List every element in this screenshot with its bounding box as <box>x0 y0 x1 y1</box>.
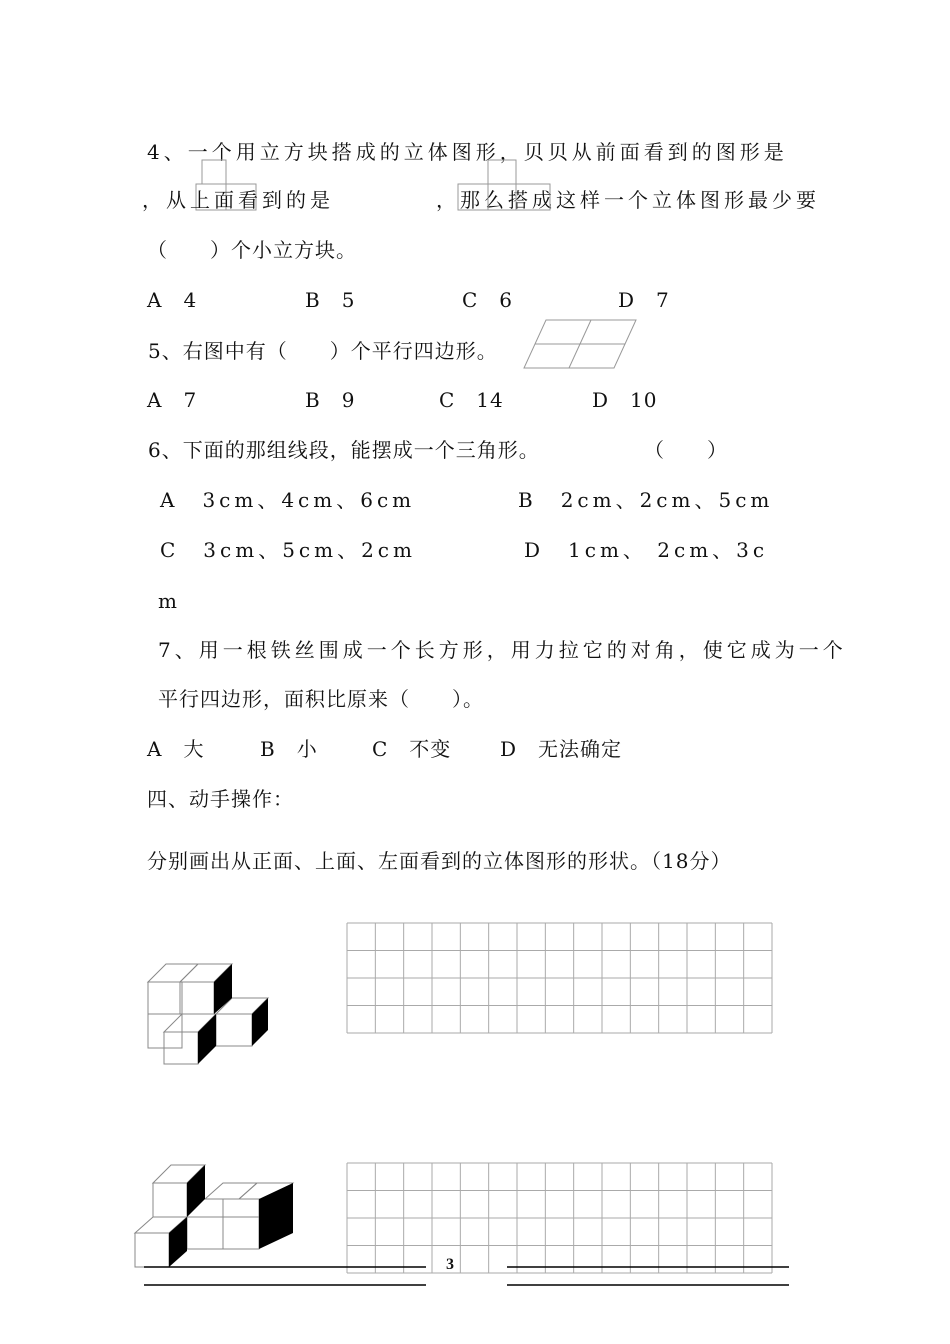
q4-line1: 4、一个用立方块搭成的立体图形，贝贝从前面看到的图形是 <box>147 140 788 164</box>
cube-figure-2 <box>133 1163 299 1271</box>
q4-line2-b: ，那么搭成这样一个立体图形最少要 <box>436 188 820 212</box>
q6-option-c: C 3cm、5cm、2cm <box>160 538 416 562</box>
q4-line2-a: ，从上面看到的是 <box>142 188 334 212</box>
q6-text: 6、下面的那组线段，能摆成一个三角形。 <box>148 438 540 462</box>
cube-figure-1 <box>146 962 272 1066</box>
q4-option-d: D 7 <box>618 288 670 312</box>
q6-option-b: B 2cm、2cm、5cm <box>518 488 774 512</box>
footer-rule-left <box>140 1265 430 1289</box>
q7-line1: 7、用一根铁丝围成一个长方形，用力拉它的对角，使它成为一个 <box>158 638 847 662</box>
q6-option-d: D 1cm、 2cm、3c <box>524 538 769 562</box>
section-instruction: 分别画出从正面、上面、左面看到的立体图形的形状。（18分） <box>147 849 732 873</box>
q7-option-d: D 无法确定 <box>500 737 623 761</box>
q7-option-b: B 小 <box>260 737 318 761</box>
q4-line3: （ ）个小立方块。 <box>147 238 357 262</box>
q5-text: 5、右图中有（ ）个平行四边形。 <box>148 339 498 363</box>
q5-option-b: B 9 <box>305 388 356 412</box>
q7-option-c: C 不变 <box>372 737 452 761</box>
top-view-figure <box>458 160 554 212</box>
section-heading: 四、动手操作： <box>147 787 294 811</box>
q7-option-a: A 大 <box>147 737 205 761</box>
drawing-grid-1 <box>346 922 774 1034</box>
drawing-grid-2 <box>346 1162 774 1274</box>
q4-option-b: B 5 <box>305 288 356 312</box>
q6-option-d-wrap: m <box>158 589 178 613</box>
q4-option-c: C 6 <box>462 288 514 312</box>
q6-answer-paren: （ ） <box>644 438 728 462</box>
q6-option-a: A 3cm、4cm、6cm <box>160 488 416 512</box>
q4-option-a: A 4 <box>147 288 198 312</box>
q7-line2: 平行四边形，面积比原来（ ）。 <box>158 687 484 711</box>
q5-option-d: D 10 <box>592 388 658 412</box>
footer-rule-right <box>505 1265 795 1289</box>
q5-option-c: C 14 <box>439 388 504 412</box>
parallelogram-figure <box>522 318 638 372</box>
page-number: 3 <box>446 1256 454 1273</box>
q5-option-a: A 7 <box>147 388 198 412</box>
